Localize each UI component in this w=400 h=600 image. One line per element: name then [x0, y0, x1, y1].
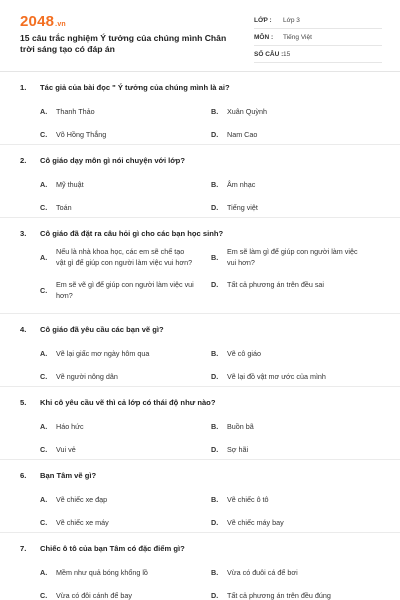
question-text: Bạn Tâm vẽ gì? [40, 471, 97, 480]
answer-option-b[interactable] [211, 567, 386, 578]
question-title [20, 229, 223, 238]
option-text-line: Vẽ người nông dân [56, 372, 118, 381]
option-text [56, 202, 72, 213]
option-letter: B. [211, 107, 219, 116]
option-text [56, 517, 109, 528]
meta-row-subject [254, 29, 382, 46]
meta-table [254, 12, 382, 63]
option-letter: D. [211, 280, 219, 289]
option-text [56, 567, 148, 578]
option-text-line: Vẽ chiếc ô tô [227, 495, 269, 504]
answer-option-b[interactable] [211, 246, 386, 268]
answer-option-a[interactable] [40, 348, 200, 359]
answer-option-c[interactable] [40, 202, 200, 213]
question-6 [0, 460, 400, 533]
question-text: Cô giáo dạy môn gì nói chuyện với lớp? [40, 156, 185, 165]
option-text-line: Vừa có đôi cánh để bay [56, 591, 132, 600]
answer-option-c[interactable] [40, 590, 200, 600]
option-letter: B. [211, 568, 219, 577]
option-text [227, 590, 331, 600]
question-title [20, 544, 185, 553]
option-text [227, 517, 284, 528]
option-text-line: Tất cả phương án trên đều sai [227, 280, 325, 289]
option-text-line: Âm nhạc [227, 180, 256, 189]
question-text: Cô giáo đã yêu cầu các bạn vẽ gì? [40, 325, 164, 334]
answer-option-b[interactable] [211, 348, 386, 359]
option-text-line: Thanh Thảo [56, 107, 95, 116]
answer-option-d[interactable] [211, 279, 386, 290]
option-text [56, 421, 84, 432]
answer-option-a[interactable] [40, 567, 200, 578]
answer-option-a[interactable] [40, 246, 200, 268]
answer-option-d[interactable] [211, 517, 386, 528]
option-letter: A. [40, 107, 48, 116]
question-5 [0, 387, 400, 460]
option-text-line: Tiếng việt [227, 203, 258, 212]
option-text-line: Nếu là nhà khoa học, các em sẽ chế tạo [56, 247, 185, 256]
question-number: 7. [20, 544, 27, 553]
option-text [227, 179, 255, 190]
option-text-line: Em sẽ vẽ gì để giúp con người làm việc vui [56, 280, 194, 289]
logo-text: 2048 [20, 13, 55, 30]
question-3 [0, 218, 400, 314]
option-letter: C. [40, 285, 48, 295]
option-text [227, 348, 261, 359]
option-text [227, 494, 269, 505]
logo-tld: .vn [55, 21, 66, 28]
question-number: 3. [20, 229, 27, 238]
meta-row-count [254, 46, 382, 63]
option-text [227, 567, 298, 578]
option-text [56, 348, 149, 359]
answer-option-d[interactable] [211, 444, 386, 455]
answer-option-b[interactable] [211, 106, 386, 117]
page-header [0, 0, 400, 72]
option-letter: D. [211, 372, 219, 381]
option-text-line: vui hơn? [227, 258, 255, 267]
option-text [56, 444, 76, 455]
option-text-line: Võ Hồng Thắng [56, 130, 107, 139]
site-logo[interactable] [20, 13, 66, 30]
option-text [227, 129, 257, 140]
option-text [56, 129, 106, 140]
option-text-line: Háo hức [56, 422, 84, 431]
option-letter: B. [211, 495, 219, 504]
answer-option-a[interactable] [40, 494, 200, 505]
question-text: Khi cô yêu cầu vẽ thì cả lớp có thái độ như nào? [40, 398, 216, 407]
answer-option-c[interactable] [40, 444, 200, 455]
meta-row-grade [254, 12, 382, 29]
question-title [20, 471, 96, 480]
option-letter: D. [211, 203, 219, 212]
option-letter: D. [211, 445, 219, 454]
option-text [227, 202, 258, 213]
option-letter: A. [40, 568, 48, 577]
option-letter: C. [40, 203, 48, 212]
answer-option-a[interactable] [40, 179, 200, 190]
answer-option-b[interactable] [211, 179, 386, 190]
answer-option-c[interactable] [40, 279, 200, 301]
answer-option-c[interactable] [40, 129, 200, 140]
option-letter: A. [40, 495, 48, 504]
option-letter: B. [211, 349, 219, 358]
option-letter: D. [211, 130, 219, 139]
option-text-line: hơn? [56, 291, 73, 300]
option-text [56, 179, 84, 190]
question-text: Tác giả của bài đọc " Ý tưởng của chúng mình là ai? [40, 83, 230, 92]
page-title: 15 câu trắc nghiệm Ý tưởng của chúng mình Chân trời sáng tạo có đáp án [20, 33, 227, 54]
option-text [56, 279, 194, 301]
option-text [227, 106, 267, 117]
option-text-line: Em sẽ làm gì để giúp con người làm việc [227, 247, 358, 256]
option-text-line: Tất cả phương án trên đều đúng [227, 591, 331, 600]
meta-label: SỐ CÂU : [254, 51, 284, 58]
option-letter: B. [211, 180, 219, 189]
option-text-line: Vẽ lại đồ vật mơ ước của mình [227, 372, 326, 381]
question-number: 4. [20, 325, 27, 334]
option-text-line: Vui vẻ [56, 445, 76, 454]
option-letter: C. [40, 130, 48, 139]
option-letter: C. [40, 372, 48, 381]
answer-option-c[interactable] [40, 371, 200, 382]
option-text-line: Nam Cao [227, 130, 258, 139]
question-title [20, 325, 164, 334]
option-text [56, 590, 132, 600]
option-text-line: Vẽ lại giấc mơ ngày hôm qua [56, 349, 150, 358]
meta-label: MÔN : [254, 34, 274, 41]
option-text [56, 246, 192, 268]
option-text [227, 279, 324, 290]
question-title [20, 156, 185, 165]
question-number: 6. [20, 471, 27, 480]
option-text-line: Mềm như quả bóng khổng lồ [56, 568, 148, 577]
question-text: Chiếc ô tô của bạn Tâm có đặc điểm gì? [40, 544, 185, 553]
option-text-line: Toán [56, 203, 72, 212]
option-letter: B. [211, 422, 219, 431]
answer-option-b[interactable] [211, 494, 386, 505]
question-number: 1. [20, 83, 27, 92]
answer-option-a[interactable] [40, 106, 200, 117]
option-letter: D. [211, 518, 219, 527]
option-letter: C. [40, 518, 48, 527]
option-text-line: Buồn bã [227, 422, 254, 431]
meta-label: LỚP : [254, 17, 272, 24]
answer-option-d[interactable] [211, 590, 386, 600]
meta-value: 15 [283, 51, 291, 58]
answer-option-d[interactable] [211, 202, 386, 213]
option-text-line: Vẽ chiếc xe đạp [56, 495, 108, 504]
answer-option-d[interactable] [211, 371, 386, 382]
option-text-line: Xuân Quỳnh [227, 107, 267, 116]
option-letter: D. [211, 591, 219, 600]
option-letter: B. [211, 252, 219, 262]
question-title [20, 398, 215, 407]
option-letter: C. [40, 591, 48, 600]
question-number: 2. [20, 156, 27, 165]
option-text-line: Mỹ thuật [56, 180, 84, 189]
option-letter: C. [40, 445, 48, 454]
meta-value: Lớp 3 [283, 17, 300, 24]
option-text-line: Sợ hãi [227, 445, 249, 454]
answer-option-b[interactable] [211, 421, 386, 432]
option-letter: A. [40, 422, 48, 431]
question-list [0, 72, 400, 600]
question-number: 5. [20, 398, 27, 407]
option-text [227, 371, 326, 382]
option-text [56, 494, 107, 505]
option-text-line: Vẽ chiếc xe máy [56, 518, 109, 527]
question-title [20, 83, 230, 92]
question-4 [0, 314, 400, 387]
meta-value: Tiếng Việt [283, 34, 312, 41]
option-text-line: Vẽ cô giáo [227, 349, 261, 358]
option-letter: A. [40, 252, 48, 262]
option-letter: A. [40, 180, 48, 189]
answer-option-c[interactable] [40, 517, 200, 528]
option-text [56, 106, 95, 117]
question-7 [0, 533, 400, 600]
question-1 [0, 72, 400, 145]
question-2 [0, 145, 400, 218]
question-text: Cô giáo đã đặt ra câu hỏi gì cho các bạn học sinh? [40, 229, 224, 238]
option-text [227, 421, 254, 432]
option-text-line: Vừa có đuôi cá để bơi [227, 568, 298, 577]
option-text [56, 371, 118, 382]
option-text [227, 444, 248, 455]
option-text-line: Vẽ chiếc máy bay [227, 518, 284, 527]
option-text-line: vật gì để giúp con người làm việc vui hơn? [56, 258, 193, 267]
answer-option-a[interactable] [40, 421, 200, 432]
option-letter: A. [40, 349, 48, 358]
answer-option-d[interactable] [211, 129, 386, 140]
option-text [227, 246, 358, 268]
